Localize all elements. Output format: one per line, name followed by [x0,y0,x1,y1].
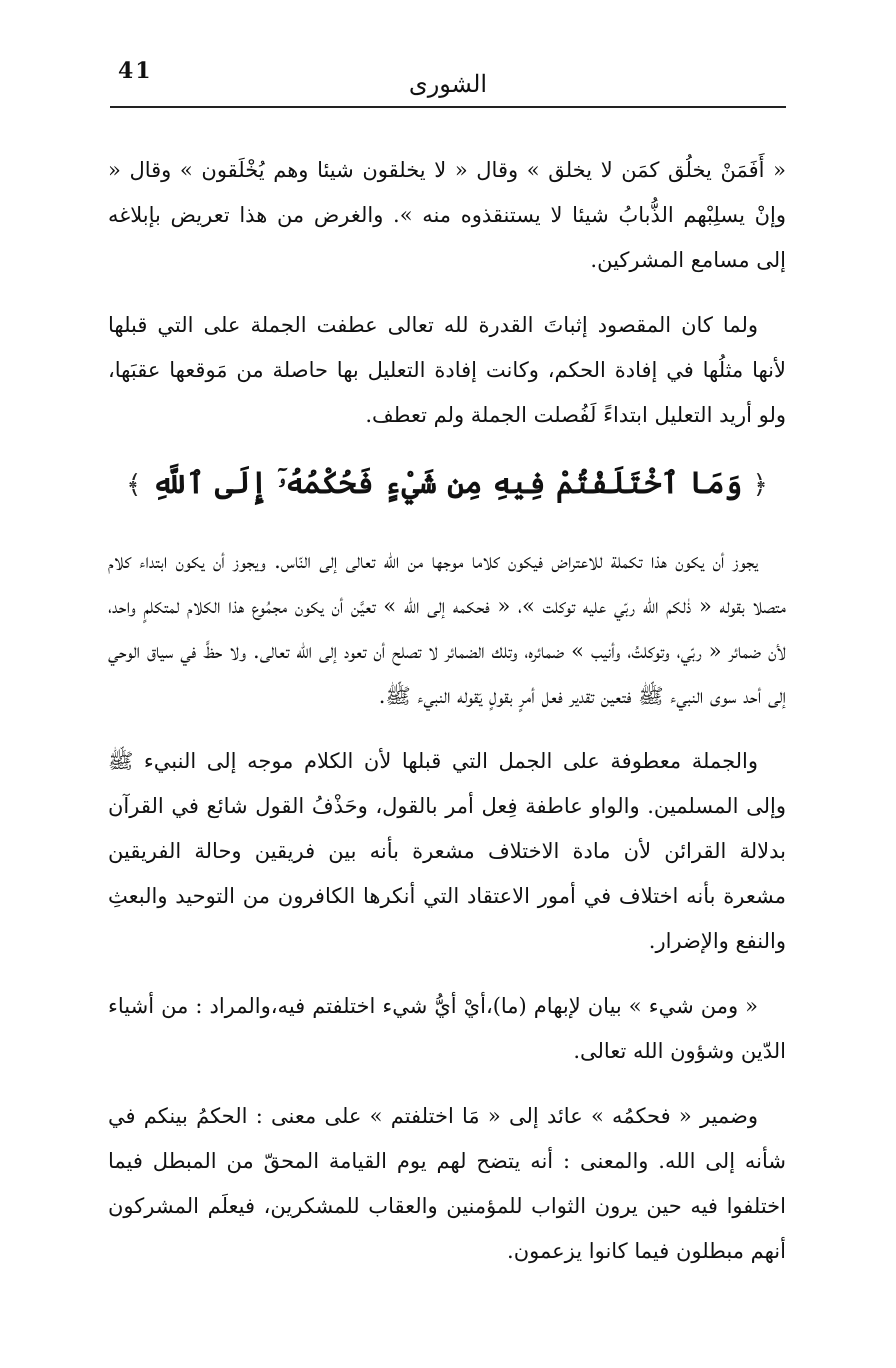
verse-close-bracket: ﴾ [126,470,142,500]
page-header [110,52,786,108]
paragraph-1: « أَفَمَنْ يخلُق كمَن لا يخلق » وقال « لا يخلقون شيئا وهم يُخْلَقون » وقال « وإنْ يسلِبْهم الذُّبابُ شيئا لا يستنقذوه منه ». والغرض من هذا تعريض بإبلاغه إلى مسامع المشركين. [108,158,786,272]
verse-open-bracket: ﴿ [752,470,768,500]
quran-verse [108,458,786,511]
page-number: 41 [118,58,153,84]
header-rule [110,106,786,108]
paragraph-5: « ومن شيء » بيان لإبهام (ما)،أيْ أيُّ شيء اختلفتم فيه،والمراد : من أشياء الدّين وشؤون الله تعالى. [108,994,786,1063]
paragraph-6: وضمير « فحكمُه » عائد إلى « مَا اختلفتم » على معنى : الحكمُ بينكم في شأنه إلى الله. والمعنى : أنه يتضح لهم يوم القيامة المحقّ من المبطل فيما اختلفوا فيه حين يرون الثواب للمؤمنين والعقاب للمشكرين، فيعلَم المشركون أنهم مبطلون فيما كانوا يزعمون. [108,1104,786,1263]
paragraph-2: ولما كان المقصود إثباتَ القدرة لله تعالى عطفت الجملة على التي قبلها لأنها مثلُها في إفادة الحكم، وكانت إفادة التعليل بها حاصلة من مَوقعها عقبَها، ولو أريد التعليل ابتداءً لَفُصلت الجملة ولم تعطف. [108,313,786,427]
paragraph-3: يجوز أن يكون هذا تكملة للاعتراض فيكون كلاما موجها من الله تعالى إلى النّاس. ويجوز أن يكون ابتداء كلام متصلا بقوله « ذٰلكم الله ربّي عليه توكلت »، « فحكمه إلى الله » تعيَّن أن يكون مجمُوع هذا الكلام لمتكلمٍ واحد، لأن ضمائر « ربّي، وتوكلتُ، وأنيب » ضمائره، وتلك الضمائر لا تصلح أن تعود إلى الله تعالى. ولا حظَّ في سياق الوحي إلى أحد سوى النبيء ﷺ فتعين تقدير فعل أمرٍ بقولٍ يَقوله النبيء ﷺ. [108,549,786,708]
verse-text: وَمَا ٱخْتَلَفْتُمْ فِيهِ مِن شَيْءٍ فَحُكْمُهُۥٓ إِلَى ٱللَّهِ [151,466,743,501]
running-title: الشورى [408,70,488,98]
page-body [108,148,786,1294]
paragraph-4: والجملة معطوفة على الجمل التي قبلها لأن الكلام موجه إلى النبيء ﷺ وإلى المسلمين. والواو عاطفة فِعل أمر بالقول، وحَذْفُ القول شائع في القرآن بدلالة القرائن لأن مادة الاختلاف مشعرة بأنه بين فريقين وحالة الفريقين مشعرة بأنه اختلاف في أمور الاعتقاد التي أنكرها الكافرون من التوحيد والبعثِ والنفع والإضرار. [108,749,786,953]
